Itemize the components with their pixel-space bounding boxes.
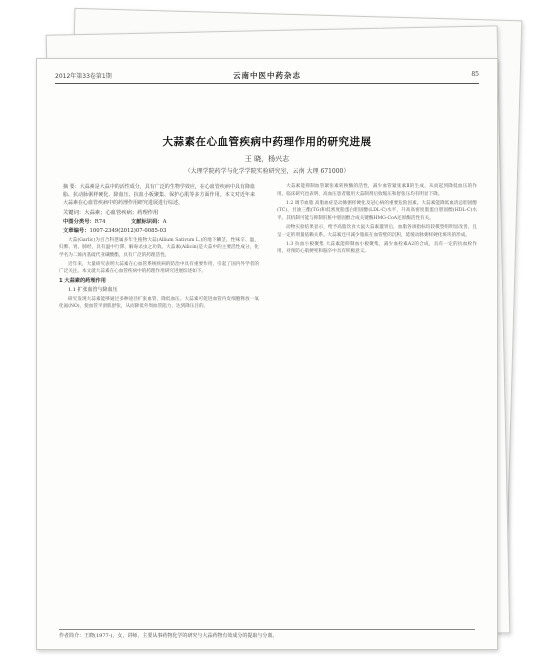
body-paragraph: 动物实验结果显示，给予高脂饮食大鼠大蒜素灌胃后，血脂各项指标均较模型组明显改善，且呈一定的剂量依赖关系。大蒜素还可减少脂质在血管壁的沉积，延缓动脉粥样硬化斑块的形成。 — [277, 224, 477, 238]
issue-label: 2012年第33卷第1期 — [55, 73, 112, 80]
body-paragraph: 近年来，大量研究表明大蒜素在心血管系统疾病的防治中具有重要作用，引起了国内外学者的广泛关注。本文就大蒜素在心血管疾病中的药理作用研究进展综述如下。 — [59, 261, 259, 275]
body-paragraph: 1.2 调节血脂 高脂血症是动脉粥样硬化及冠心病的重要危险因素。大蒜素能降低血清总胆固醇(TC)、甘油三酯(TG)和低密度脂蛋白胆固醇(LDL-C)水平，升高高密度脂蛋白胆固醇(HDL-C)水平。其机制可能与抑制肝脏中胆固醇合成关键酶HMG-CoA还原酶活性有关。 — [277, 200, 477, 221]
body-paragraph: 1.3 抗血小板聚集 大蒜素能抑制血小板聚集，减少血栓素A2的合成，具有一定的抗血栓作用，对预防心肌梗死和脑卒中具有积极意义。 — [277, 241, 477, 255]
right-column — [277, 183, 477, 257]
page-number: 85 — [471, 71, 479, 78]
abstract: 摘 要：大蒜素是大蒜中的活性成分，具有广泛的生物学效应，在心血管疾病中具有降血脂、抗动脉粥样硬化、降血压、抗血小板聚集、保护心肌等多方面作用。本文对近年来大蒜素在心血管疾病中的药理作用研究进展进行综述。 — [63, 184, 255, 206]
body-paragraph: 大蒜(Garlic)为百合科葱属多年生植物大蒜(Allium Sativum L.)的地下鳞茎，性味辛、温，归脾、胃、肺经，具有温中行滞、解毒杀虫之功效。大蒜素(Allicin)是大蒜中的主要活性成分，化学名为二烯丙基硫代亚磺酸酯，具有广泛的药理活性。 — [59, 237, 259, 258]
doc-code-value: A — [162, 219, 167, 226]
clc-value: R74 — [94, 219, 106, 226]
body-paragraph: 大蒜素能抑制血管紧张素转换酶的活性，减少血管紧张素Ⅱ的生成，从而起到降低血压的作用。临床研究也表明，高血压患者服用大蒜制剂后收缩压和舒张压均有明显下降。 — [277, 184, 477, 197]
left-column — [59, 183, 259, 312]
article-title: 大蒜素在心血管疾病中药理作用的研究进展 — [162, 136, 372, 148]
author-affiliation: （大理学院药学与化学学院实验研究室，云南 大理 671000） — [184, 168, 350, 175]
running-header — [55, 69, 479, 84]
article-authors: 王 晓，杨兴志 — [244, 155, 290, 163]
article-number-line — [63, 227, 255, 235]
article-no-label: 文章编号： — [63, 228, 90, 235]
keywords: 关键词：大蒜素；心血管疾病；药理作用 — [63, 210, 159, 216]
body-paragraph: 研究发现大蒜素能够通过多种途径扩张血管，降低血压。大蒜素可促进血管内皮细胞释放一氧化氮(NO)，使血管平滑肌舒张，从而降低外周血管阻力，达到降压目的。 — [59, 296, 259, 310]
journal-name: 云南中医中药杂志 — [233, 71, 301, 80]
clc-label: 中图分类号： — [63, 219, 95, 226]
article-page — [36, 58, 498, 650]
article-no-value: 1007-2349(2012)07-0085-03 — [89, 228, 167, 235]
doc-code-label: 文献标识码： — [130, 219, 163, 226]
classification-line — [63, 218, 255, 226]
subsection-heading: 1.1 扩张血管与降血压 — [68, 286, 118, 293]
section-heading: 1 大蒜素的药理作用 — [59, 277, 106, 284]
author-footnote: 作者简介：王晓(1977-)，女，讲师，主要从事药物化学的研究与大蒜药物有效成分的提取与分离。 — [59, 629, 475, 639]
